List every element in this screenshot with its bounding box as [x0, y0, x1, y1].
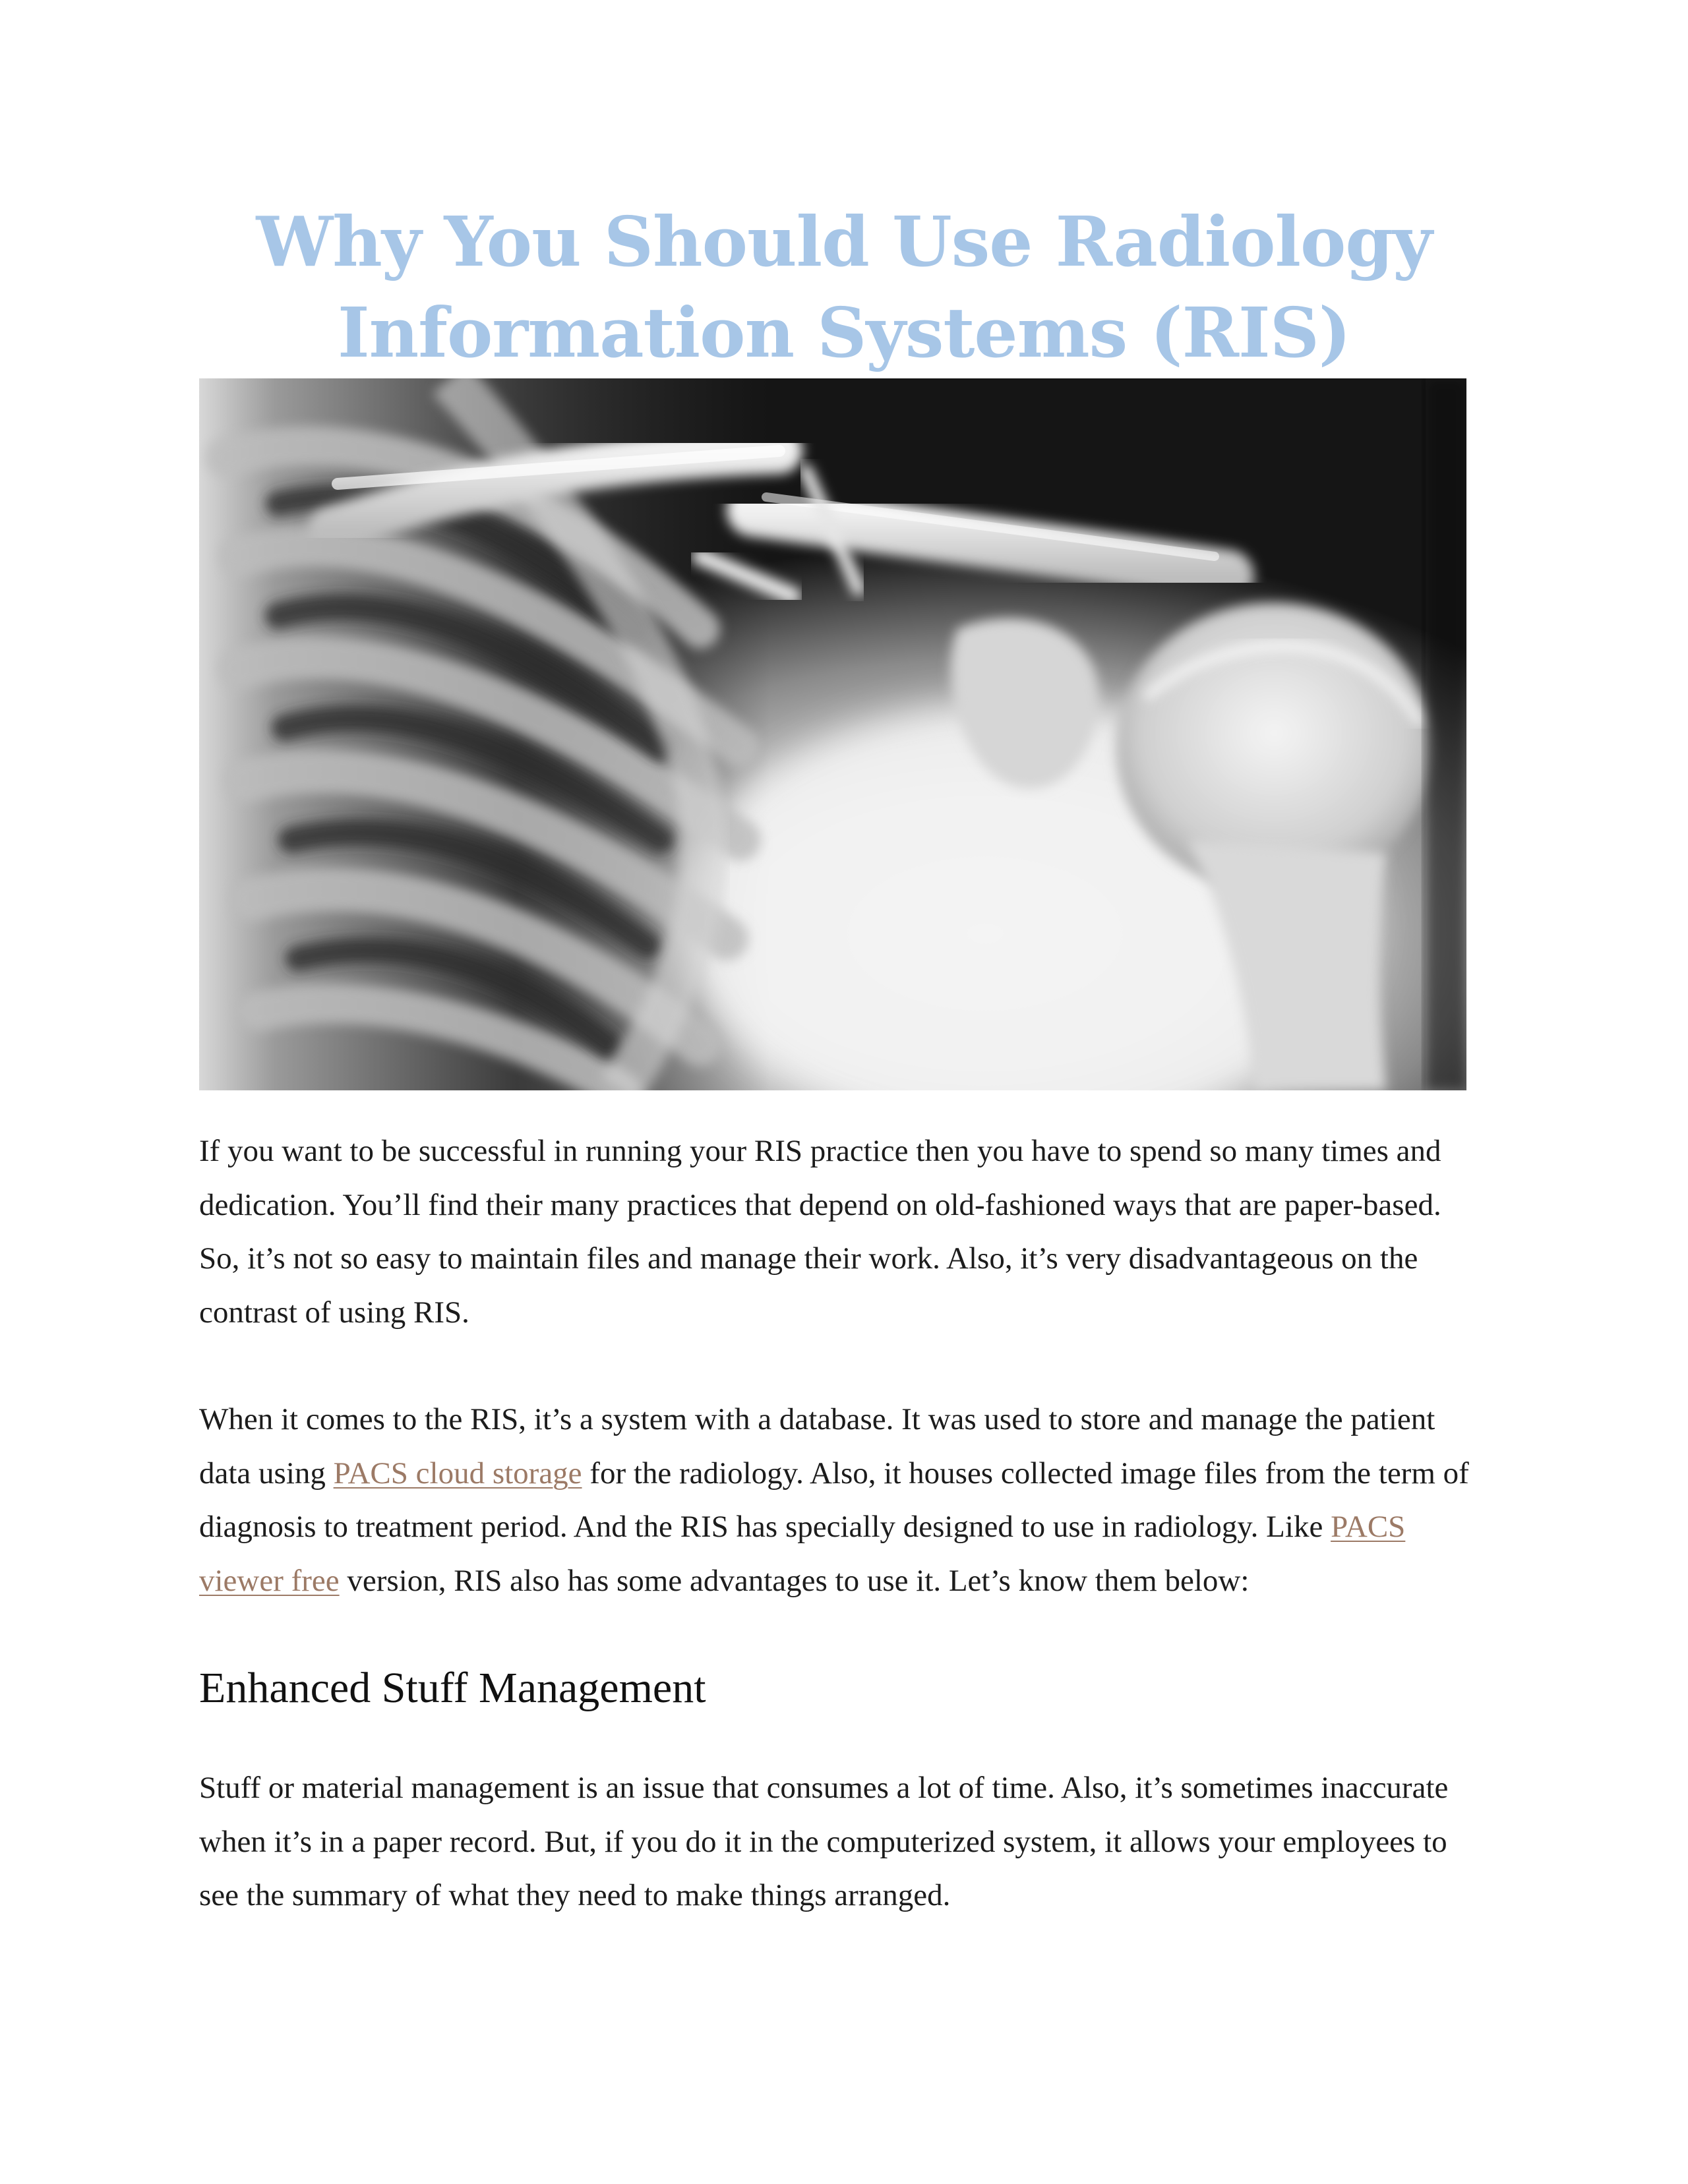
intro-paragraph: If you want to be successful in running your RIS practice then you have to spend so many times and dedication. You’ll find their many practices that depend on old-fashioned ways that are paper-based. So, it’s not so easy to maintain files and manage their work. Also, it’s very disadvantageous on the contrast of using RIS.: [199, 1134, 1441, 1330]
shoulder-xray-image: [199, 378, 1466, 1090]
title-line-1: Why You Should Use Radiology: [256, 201, 1432, 282]
ris-description-paragraph: [199, 1393, 1485, 1608]
pacs-cloud-storage-link[interactable]: PACS cloud storage: [333, 1456, 582, 1490]
paragraph-text: When it comes to the RIS, it’s a system with a database. It was used to store and manage the patient data using: [199, 1402, 1435, 1490]
stuff-management-paragraph: Stuff or material management is an issue that consumes a lot of time. Also, it’s sometimes inaccurate when it’s in a paper record. But, if you do it in the computerized system, it allows your employees to see the summary of what they need to make things arranged.: [199, 1771, 1449, 1912]
article-title: [198, 196, 1490, 378]
paragraph-text: for the radiology. Also, it houses collected image files from the term of diagnosis to treatment period. And the RIS has specially designed to use in radiology. Like: [199, 1456, 1469, 1544]
paragraph-text: version, RIS also has some advantages to use it. Let’s know them below:: [339, 1563, 1250, 1598]
section-heading: Enhanced Stuff Management: [199, 1664, 706, 1712]
title-line-2: Information Systems (RIS): [337, 292, 1350, 373]
pacs-viewer-free-link[interactable]: PACS viewer free: [199, 1510, 1406, 1598]
